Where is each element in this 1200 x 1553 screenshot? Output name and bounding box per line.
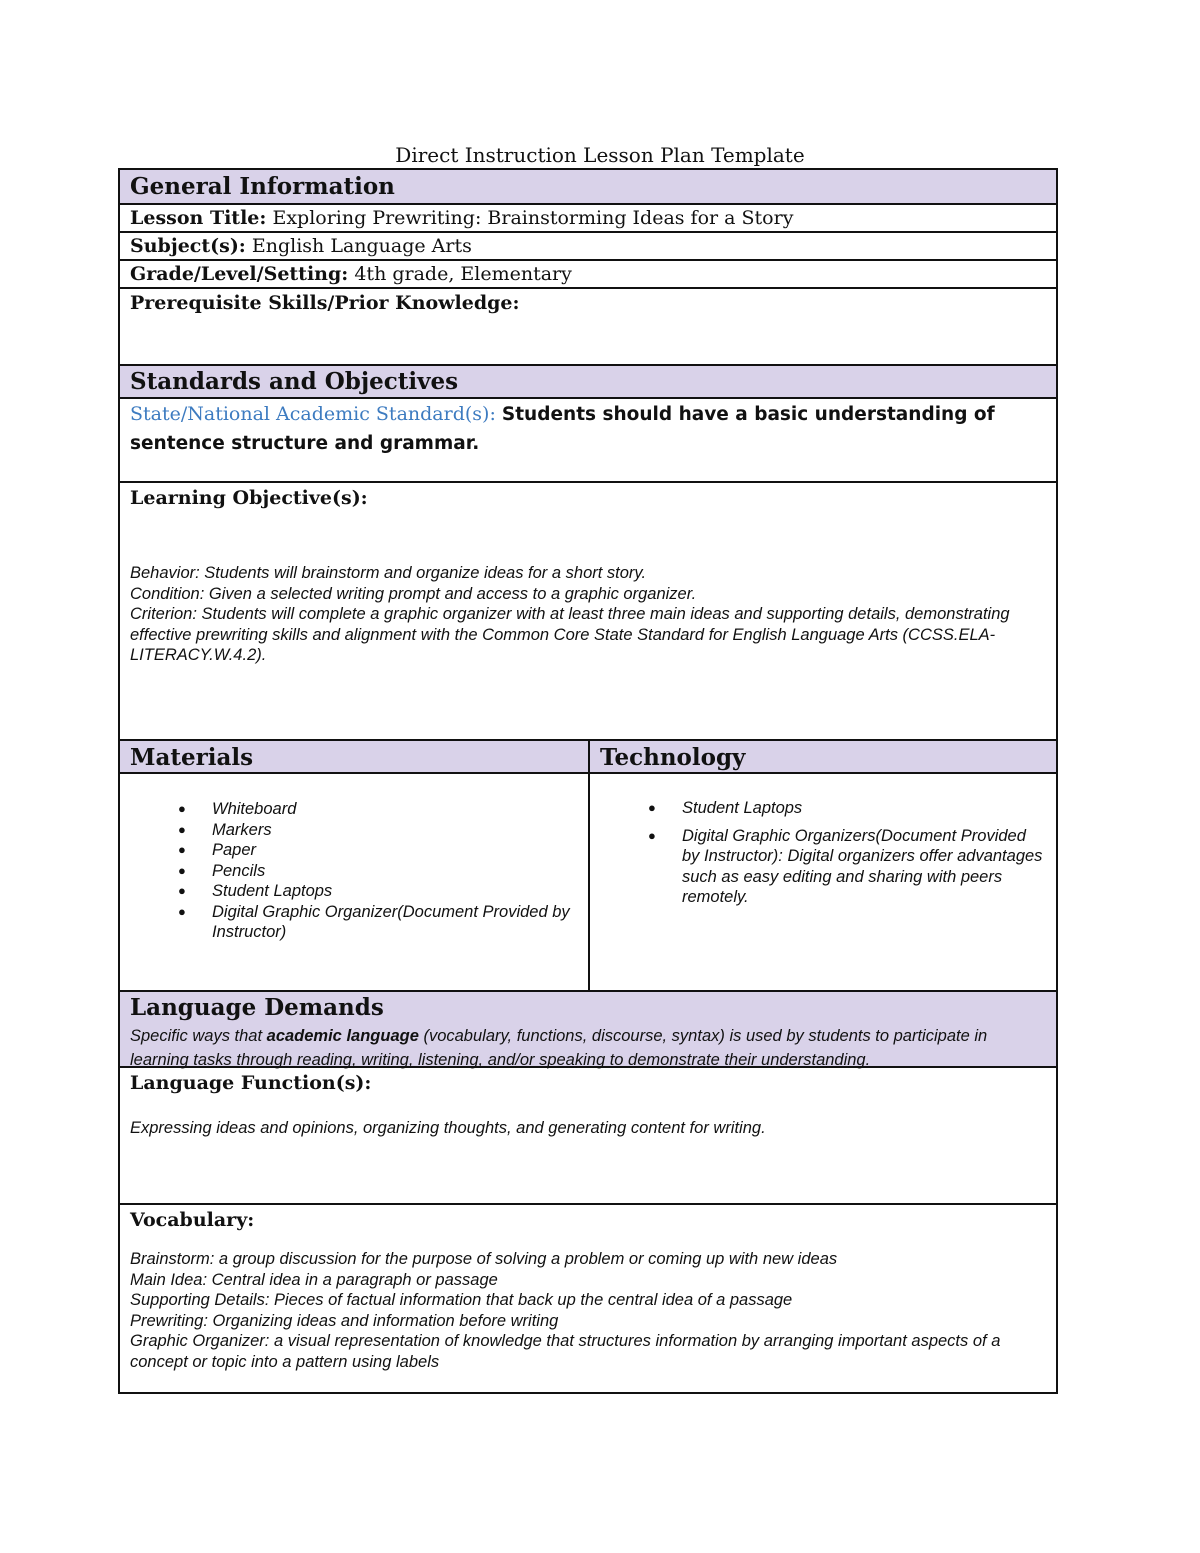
objectives-list [130, 563, 1046, 666]
academic-language-term: academic language [266, 1027, 419, 1045]
language-demands-title: Language Demands [130, 994, 384, 1021]
standard-row [120, 397, 1056, 481]
materials-technology-header-row [120, 739, 1056, 772]
language-demands-header [120, 990, 1056, 1069]
lesson-plan-table [118, 168, 1058, 1394]
vocabulary-label: Vocabulary: [130, 1209, 255, 1231]
subject-label: Subject(s): [130, 235, 246, 257]
materials-item: ● Whiteboard [130, 799, 578, 820]
subject-value: English Language Arts [251, 235, 472, 257]
materials-header: Materials [120, 741, 588, 772]
prerequisite-label: Prerequisite Skills/Prior Knowledge: [130, 292, 520, 314]
materials-technology-content-row [120, 772, 1056, 990]
language-function-row [120, 1066, 1056, 1203]
objective-behavior: Behavior: Students will brainstorm and organize ideas for a short story. [130, 564, 647, 582]
language-function-text: Expressing ideas and opinions, organizing thoughts, and generating content for writing. [130, 1119, 766, 1137]
vocabulary-item: Graphic Organizer: a visual representation of knowledge that structures information by arranging important aspects of a concept or topic into a pattern using labels [130, 1332, 1001, 1371]
language-description-intro: Specific ways that [130, 1027, 267, 1045]
standard-label: State/National Academic Standard(s): [130, 403, 496, 425]
vocabulary-item: Main Idea: Central idea in a paragraph or passage [130, 1270, 498, 1289]
objective-condition: Condition: Given a selected writing prompt and access to a graphic organizer. [130, 584, 697, 603]
lesson-title-row [120, 203, 1056, 231]
lesson-title-label: Lesson Title: [130, 207, 267, 229]
technology-item: ● Student Laptops [600, 798, 1046, 819]
technology-header: Technology [588, 741, 1056, 772]
general-information-header: General Information [120, 170, 1056, 203]
language-function-label: Language Function(s): [130, 1072, 372, 1094]
materials-item: ● Markers [130, 820, 578, 841]
materials-content [120, 774, 588, 990]
vocabulary-item: Brainstorm: a group discussion for the purpose of solving a problem or coming up with new ideas [130, 1250, 838, 1268]
standards-objectives-header: Standards and Objectives [120, 364, 1056, 397]
materials-item: ● Digital Graphic Organizer(Document Provided by Instructor) [130, 902, 578, 943]
learning-objectives-row [120, 481, 1056, 739]
materials-item: ● Paper [130, 840, 578, 861]
grade-row [120, 259, 1056, 287]
grade-value: 4th grade, Elementary [354, 263, 572, 285]
standard-value: Students should have a basic understanding of sentence structure and grammar. [130, 404, 995, 454]
vocabulary-row [120, 1203, 1056, 1392]
materials-item: ● Student Laptops [130, 881, 578, 902]
objective-criterion: Criterion: Students will complete a graphic organizer with at least three main ideas and supporting details, demonstrating effective prewriting skills and alignment with the Common Core State Standard for English Language Arts (CCSS.ELA-LITERACY.W.4.2). [130, 605, 1010, 664]
vocabulary-item: Supporting Details: Pieces of factual information that back up the central idea of a passage [130, 1291, 793, 1309]
technology-content [588, 774, 1056, 990]
prerequisite-row [120, 287, 1056, 364]
vocabulary-list [130, 1249, 1046, 1372]
document-title: Direct Instruction Lesson Plan Template [395, 143, 805, 167]
lesson-title-value: Exploring Prewriting: Brainstorming Ideas for a Story [272, 207, 794, 229]
subject-row [120, 231, 1056, 259]
technology-item: ● Digital Graphic Organizers(Document Provided by Instructor): Digital organizers offer advantages such as easy editing and sharing with peers remotely. [600, 826, 1046, 908]
learning-objectives-label: Learning Objective(s): [130, 487, 368, 509]
language-demands-description [130, 1024, 1046, 1072]
grade-label: Grade/Level/Setting: [130, 263, 349, 285]
language-description-rest: (vocabulary, functions, discourse, syntax) is used by students to participate in learning tasks through reading, writing, listening, and/or speaking to demonstrate their understanding. [130, 1027, 988, 1069]
vocabulary-item: Prewriting: Organizing ideas and information before writing [130, 1311, 559, 1330]
materials-item: ● Pencils [130, 861, 578, 882]
